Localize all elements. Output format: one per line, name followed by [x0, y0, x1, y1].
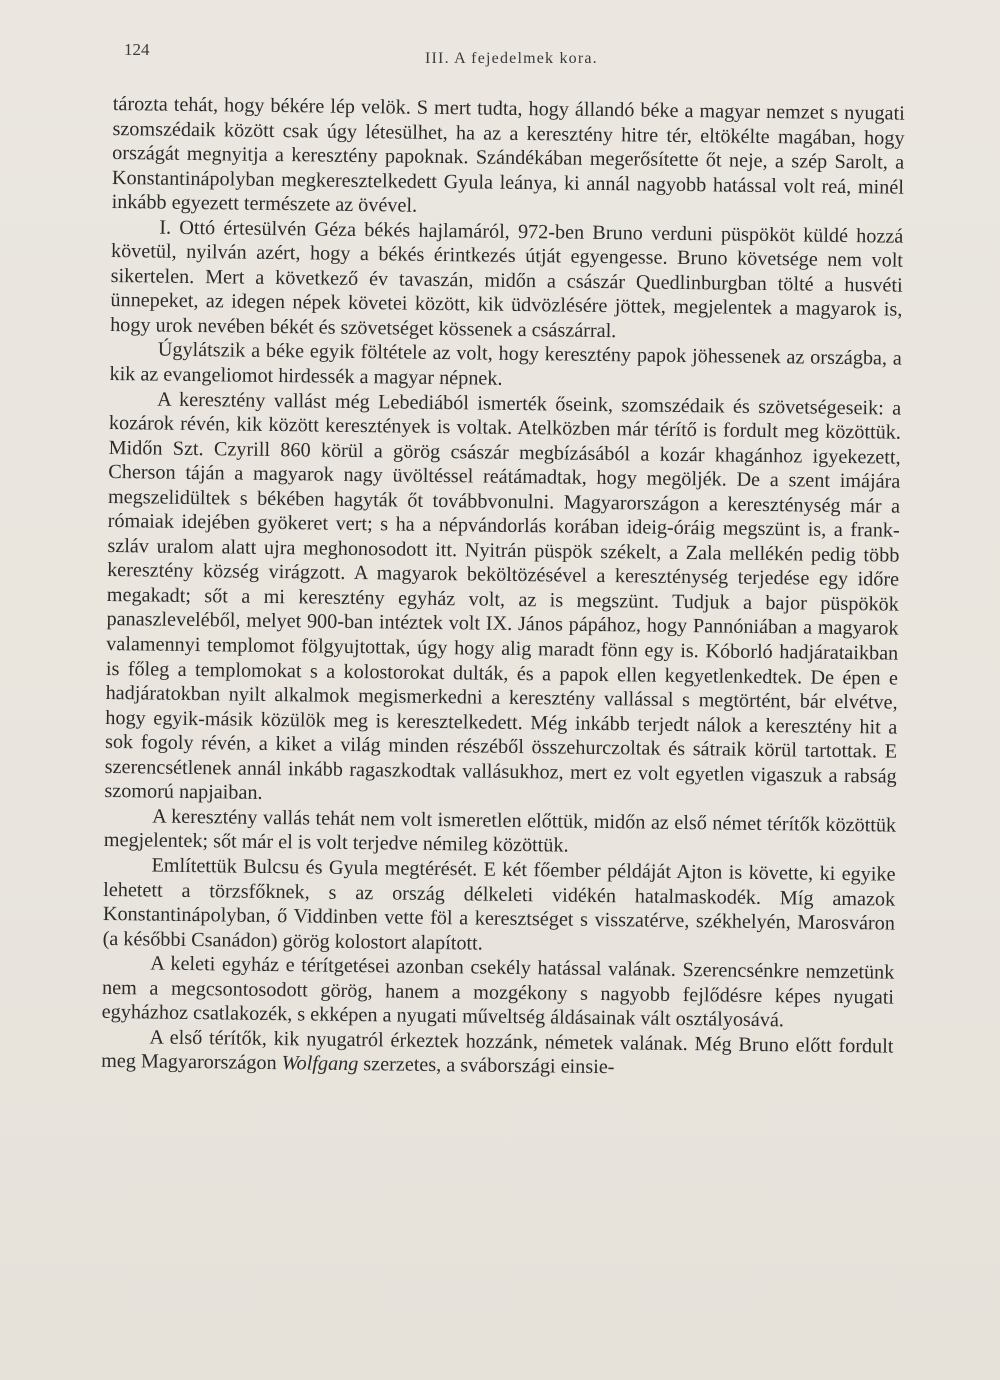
paragraph-6 [103, 853, 896, 961]
paragraph-4 [104, 387, 901, 814]
paragraph-8 [101, 1025, 894, 1084]
paragraph-3 [109, 337, 902, 396]
body-text [101, 92, 905, 1083]
paragraph-text: tározta tehát, hogy békére lép velök. S mert tudta, hogy állandó béke a magyar nemzet s nyugati szomszédaik között csak úgy létesülhet, ha az a keresztény hitre tér, eltökélte magában, hogy országát megnyitja a keresztény papoknak. Szándékában megerősítette őt neje, a szép Sarolt, a Konstantinápolyban megkeresztelkedett Gyula leánya, ki annál nagyobb hatással volt reá, minél inkább egyezett természete az övével. [111, 92, 905, 217]
page-number: 124 [124, 40, 150, 59]
paragraph-text: A keresztény vallást még Lebediából ismerték őseink, szomszédaik és szövetségeseik: a kozárok révén, kik között keresztények is voltak. Atelközben már térítő is fordult meg közöttük. Midőn Szt. Czyrill 860 körül a görög császár megbízásából a kozár khagánhoz igyekezett, Cherson táján a magyarok nagy üvöltéssel reátámadtak, hogy megöljék. De a szent imájára megszelidültek s békében hagyták őt továbbvonulni. Magyarországon a kereszténység már a rómaiak idejében gyökeret vert; s ha a népvándorlás korában ideig-óráig megszünt is, a frank-szláv uralom alatt ujra meghonosodott itt. Nyitrán püspök székelt, a Zala mellékén pedig több keresztény község virágzott. A magyarok beköltözésével a kereszténység terjedése egy időre megakadt; sőt a mi keresztény egyház volt, az is megszünt. Tudjuk a bajor püspökök panaszleveléből, melyet 900-ban intéztek volt IX. János pápához, hogy Pannóniában a magyarok valamennyi templomot fölgyujtottak, úgy hogy alig maradt fönn egy is. Kóborló hadjárataikban is főleg a templomokat s a kolostorokat dulták, és a papok ellen kegyetlenkedtek. De épen e hadjáratokban nyilt alkalmok megismerkedni a keresztény vallással s megtörtént, bár elvétve, hogy egyik-másik közülök meg is keresztelkedett. Még inkább terjedt nálok a keresztény hit a sok fogoly révén, a kiket a világ minden részéből összehurczoltak és sátraik körül tartottak. E szerencsétlenek annál inkább ragaszkodtak vallásukhoz, mert ez volt egyetlen vigaszuk a rabság szomorú napjaiban. [104, 388, 902, 805]
paragraph-text: I. Ottó értesülvén Géza békés hajlamáról, 972-ben Bruno verduni püspököt küldé hozzá követül, nyilván azért, hogy a békés érintkezés útját egyengesse. Bruno követsége nem volt sikertelen. Mert a következő év tavaszán, midőn a császár Quedlinburgban tölté a husvéti ünnepeket, az idegen népek követei között, kik üdvözlésére jöttek, megjelentek a magyarok is, hogy urok nevében békét és szövetséget kössenek a császárral. [110, 216, 904, 343]
paragraph-text: szerzetes, a svábországi einsie- [358, 1053, 615, 1079]
paragraph-text: Említettük Bulcsu és Gyula megtérését. E két főember példáját Ajton is követte, ki egyike lehetett a törzsfőknek, s az ország délkeleti vidékén hatalmaskodék. Míg amazok Konstantinápolyban, ő Viddinben vette föl a keresztséget s visszatérve, székhelyén, Marosváron (a későbbi Csanádon) görög kolostort alapított. [102, 854, 896, 955]
paragraph-text: A keresztény vallás tehát nem volt ismeretlen előttük, midőn az első német térítők közöttük megjelentek; sőt már el is volt terjedve némileg közöttük. [103, 805, 897, 858]
paragraph-1 [112, 92, 905, 224]
paragraph-text: Úgylátszik a béke egyik föltétele az volt, hogy keresztény papok jöhessenek az országba, a kik az evangeliomot hirdessék a magyar népnek. [109, 339, 902, 390]
paragraph-text: A keleti egyház e térítgetései azonban csekély hatással valának. Szerencsénkre nemzetünk nem a megcsontosodott görög, hanem a mozgékony s nagyobb fejlődésre képes nyugati egyházhoz csatlakozék, s ekképen a nyugati műveltség áldásainak vált osztályosává. [101, 952, 895, 1032]
paragraph-7 [102, 951, 895, 1034]
emphasized-name: Wolfgang [281, 1052, 359, 1076]
paragraph-2 [110, 215, 903, 347]
paragraph-text: A első térítők, kik nyugatról érkeztek hozzánk, németek valának. Még Bruno előtt fordult meg Magyarországon [101, 1026, 894, 1075]
running-title: III. A fejedelmek kora. [425, 50, 598, 67]
